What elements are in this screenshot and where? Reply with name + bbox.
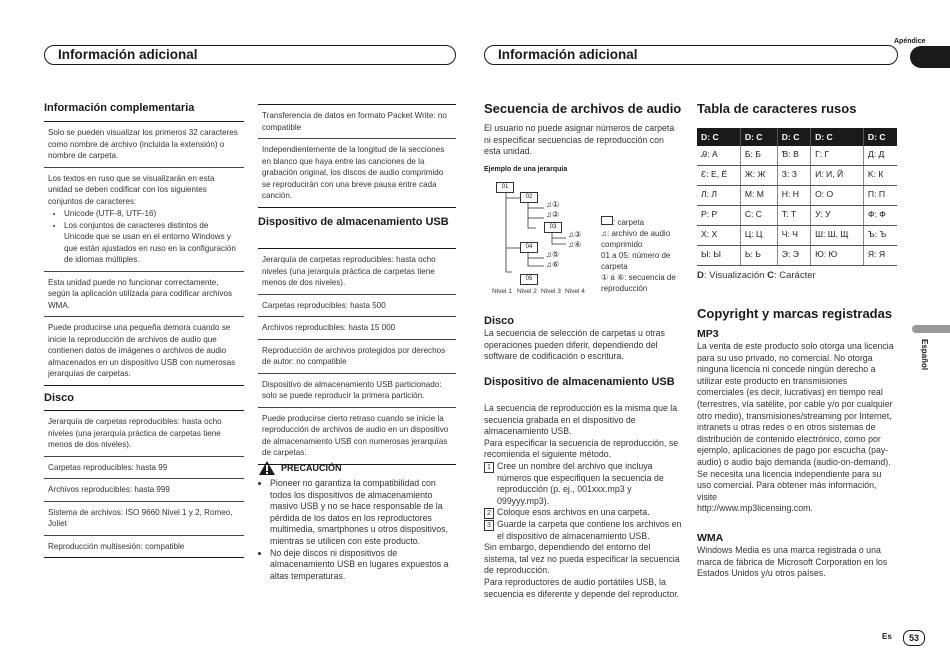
legend-file: : archivo de audio comprimido <box>601 229 671 249</box>
charset-item: • Unicode (UTF-8, UTF-16) <box>64 208 240 220</box>
seq-usb-text: Para especificar la secuencia de reproducción, se recomienda el siguiente método. <box>484 437 679 460</box>
russian-char-cell: Я: Я <box>863 246 897 266</box>
russian-char-cell: Ш: Ш, Щ <box>811 226 864 246</box>
russian-char-cell: Ꭿ: А <box>697 146 740 166</box>
charset-item: • Los conjuntos de caracteres distintos de Unicode que se usan en el entorno Windows y que están ajustados en ruso en la configuración de idiomas múltiples. <box>64 220 240 266</box>
russian-char-cell: P: Р <box>697 206 740 226</box>
usb-row: Reproducción de archivos protegidos por derechos de autor: no compatible <box>258 339 456 373</box>
legend-c-text: : Carácter <box>773 270 816 281</box>
russian-char-cell: M: М <box>740 186 777 206</box>
usb-row: Dispositivo de almacenamiento USB particionado: solo se puede reproducir la primera partición. <box>258 373 456 407</box>
usb-row: Archivos reproducibles: hasta 15 000 <box>258 317 456 340</box>
wma-title: WMA <box>697 532 724 544</box>
level-label: Nivel 1 <box>492 288 512 295</box>
russian-row <box>697 226 897 246</box>
wma-text: Windows Media es una marca registrada o una marca de fábrica de Microsoft Corporation en los Estados Unidos y/u otros países. <box>697 545 888 579</box>
russian-char-cell: Л: Л <box>697 186 740 206</box>
caution-box <box>258 460 456 582</box>
legend-folder: : carpeta <box>613 218 645 227</box>
folder-icon <box>601 216 613 225</box>
usb-title: Dispositivo de almacenamiento USB <box>258 216 449 228</box>
legend-c: C <box>767 270 774 281</box>
russian-char-cell: Ɛ: Е, Ё <box>697 166 740 186</box>
disco-cont-table <box>258 104 456 208</box>
russian-legend <box>697 270 816 281</box>
disco-row: Transferencia de datos en formato Packet Write: no compatible <box>258 105 456 139</box>
info-row-3: Esta unidad puede no funcionar correctamente, según la aplicación utilizada para codificar archivos WMA. <box>44 271 244 317</box>
russian-char-cell: Г: Г <box>811 146 864 166</box>
russian-char-cell: Ɓ: В <box>777 146 810 166</box>
seq-disco-title: Disco <box>484 315 514 327</box>
seq-usb-body <box>484 403 682 600</box>
russian-table <box>697 128 897 266</box>
mp3-url: http://www.mp3licensing.com. <box>697 503 813 514</box>
russian-col-header: D: C <box>777 128 810 146</box>
russian-row <box>697 206 897 226</box>
page-lang: Es <box>882 632 892 641</box>
russian-char-cell: И: И, Й <box>811 166 864 186</box>
sequence-title: Secuencia de archivos de audio <box>484 101 682 116</box>
seq-usb-title: Dispositivo de almacenamiento USB <box>484 376 675 388</box>
russian-char-cell: H: Н <box>777 186 810 206</box>
russian-char-cell: Д: Д <box>863 146 897 166</box>
russian-char-cell: K: К <box>863 166 897 186</box>
russian-char-cell: С: С <box>740 206 777 226</box>
right-header: Información adicional <box>484 45 898 65</box>
folder-icon: 04 <box>520 242 538 253</box>
disco-title: Disco <box>44 392 74 404</box>
info-title: Información complementaria <box>44 102 195 114</box>
audio-file-icon: ♫⑤ <box>546 250 560 259</box>
disco-row: Archivos reproducibles: hasta 999 <box>44 479 244 502</box>
track-number: ④ <box>574 240 582 249</box>
legend-seq: ① a ⑥: secuencia de reproducción <box>601 273 676 293</box>
hierarchy-example-label: Ejemplo de una jerarquía <box>484 166 568 173</box>
info-row-2-text: Los textos en ruso que se visualizarán en esta unidad se deben codificar con los siguientes conjuntos de caracteres: <box>48 173 215 206</box>
hierarchy-lines <box>490 178 600 288</box>
step-text: Guarde la carpeta que contiene los archivos en el dispositivo de almacenamiento USB. <box>497 518 682 541</box>
russian-char-cell: Ь: Ь <box>740 246 777 266</box>
usb-row: Carpetas reproducibles: hasta 500 <box>258 294 456 317</box>
russian-char-cell: Б: Б <box>740 146 777 166</box>
audio-file-icon: ♫④ <box>568 240 582 249</box>
caution-item: • No deje discos ni dispositivos de almacenamiento USB en lugares expuestos a altas temperaturas. <box>270 548 456 583</box>
russian-char-cell: T: Т <box>777 206 810 226</box>
audio-file-icon: ♫② <box>546 210 560 219</box>
usb-table <box>258 248 456 465</box>
left-header: Información adicional <box>44 45 456 65</box>
mp3-text <box>697 341 896 515</box>
folder-icon: 05 <box>520 274 538 285</box>
russian-char-cell: Ч: Ч <box>777 226 810 246</box>
track-number: ⑤ <box>552 250 560 259</box>
audio-file-icon: ♫③ <box>568 230 582 239</box>
step-item <box>484 519 682 542</box>
seq-usb-text: Para reproductores de audio portátiles USB, la secuencia es diferente y depende del reproductor. <box>484 576 680 599</box>
mp3-body: La venta de este producto solo otorga una licencia para su uso privado, no comercial. No otorga ninguna licencia ni concede ningún derecho a utilizar este producto en transmisiones comerciales (es decir, lucrativas) en tiempo real (terrestres, vía satélite, por cable y/o por cualquier otro medio), transmisiones/streaming por Internet, intranets u otras redes o en otros sistemas de distribución de contenido electrónico, como por ejemplo, aplicaciones de pago por escucha (pay-audio) o audio bajo demanda (audio-on-demand). Se necesita una licencia independiente para su uso comercial. Para obtener más información, visite <box>697 341 894 502</box>
info-table <box>44 121 244 386</box>
level-label: Nivel 4 <box>565 288 585 295</box>
level-label: Nivel 3 <box>541 288 561 295</box>
russian-char-cell: Ю: Ю <box>811 246 864 266</box>
russian-char-cell: Ф: Ф <box>863 206 897 226</box>
russian-row <box>697 166 897 186</box>
step-text: Coloque esos archivos en una carpeta. <box>497 507 650 518</box>
step-item <box>484 461 682 507</box>
russian-char-cell: Ъ: Ъ <box>863 226 897 246</box>
audio-file-icon: ♫① <box>546 200 560 209</box>
audio-file-icon: ♫⑥ <box>546 260 560 269</box>
step-number: 3 <box>484 520 494 531</box>
page-number: 53 <box>903 630 925 646</box>
sequence-intro: El usuario no puede asignar números de carpeta ni especificar secuencias de reproducción con esta unidad. <box>484 123 675 157</box>
disco-table <box>44 410 244 558</box>
legend-range: 01 a 05: número de carpeta <box>601 251 671 271</box>
russian-row <box>697 186 897 206</box>
track-number: ⑥ <box>552 260 560 269</box>
russian-row <box>697 246 897 266</box>
appendix-label: Apéndice <box>894 38 926 45</box>
seq-usb-text: La secuencia de reproducción es la misma que la secuencia grabada en el dispositivo de almacenamiento USB. <box>484 403 678 437</box>
step-number: 2 <box>484 508 494 519</box>
russian-char-cell: П: П <box>863 186 897 206</box>
mp3-title: MP3 <box>697 328 719 340</box>
seq-usb-text: Sin embargo, dependiendo del entorno del sistema, tal vez no pueda especificar la secuencia de reproducción. <box>484 542 680 576</box>
disco-row: Jerarquía de carpetas reproducibles: hasta ocho niveles (una jerarquía práctica de carpetas tiene menos de dos niveles). <box>44 411 244 457</box>
usb-row: Jerarquía de carpetas reproducibles: hasta ocho niveles (una jerarquía práctica de carpetas tiene menos de dos niveles). <box>258 249 456 295</box>
usb-row: Puede producirse cierto retraso cuando se inicie la reproducción de archivos de audio en un dispositivo de almacenamiento USB con numerosas jerarquías de carpetas. <box>258 407 456 464</box>
step-number: 1 <box>484 462 494 473</box>
info-row-1: Solo se pueden visualizar los primeros 32 caracteres como nombre de archivo (incluida la extensión) o nombre de carpeta. <box>44 122 244 168</box>
copyright-title: Copyright y marcas registradas <box>697 306 893 321</box>
folder-icon: 01 <box>496 182 514 193</box>
info-row-2 <box>44 167 244 271</box>
language-tab-bar <box>912 325 950 333</box>
folder-icon: 02 <box>520 192 538 203</box>
audio-file-icon: ♫ <box>601 229 607 238</box>
disco-row: Independientemente de la longitud de la secciones en blanco que haya entre las canciones de la grabación original, los discos de audio comprimido se reproducirán con una breve pausa entre cada canción. <box>258 139 456 208</box>
russian-title: Tabla de caracteres rusos <box>697 101 857 116</box>
warning-icon <box>258 460 276 476</box>
disco-row: Sistema de archivos: ISO 9660 Nivel 1 y 2, Romeo, Joliet <box>44 501 244 535</box>
russian-char-cell: У: У <box>811 206 864 226</box>
level-label: Nivel 2 <box>517 288 537 295</box>
russian-row <box>697 146 897 166</box>
russian-col-header: D: C <box>740 128 777 146</box>
section-tab <box>910 46 950 68</box>
russian-char-cell: О: О <box>811 186 864 206</box>
russian-char-cell: X: Х <box>697 226 740 246</box>
caution-item: • Pioneer no garantiza la compatibilidad con todos los dispositivos de almacenamiento masivo USB y no se hace responsable de la pérdida de los datos en los reproductores multimedia, smartphones u otros dispositivos, mientras se utilicen con este producto. <box>270 478 456 548</box>
russian-col-header: D: C <box>863 128 897 146</box>
disco-row: Reproducción multisesión: compatible <box>44 535 244 558</box>
russian-char-cell: Ы: Ы <box>697 246 740 266</box>
caution-title: PRECAUCIÓN <box>281 463 342 473</box>
track-number: ① <box>552 200 560 209</box>
step-item <box>484 507 682 519</box>
disco-row: Carpetas reproducibles: hasta 99 <box>44 456 244 479</box>
track-number: ② <box>552 210 560 219</box>
russian-char-cell: Ж: Ж <box>740 166 777 186</box>
folder-icon: 03 <box>544 222 562 233</box>
russian-char-cell: З: З <box>777 166 810 186</box>
russian-col-header: D: C <box>697 128 740 146</box>
step-text: Cree un nombre del archivo que incluya números que especifiquen la secuencia de reproducción (p. ej., 001xxx.mp3 y 099yyy.mp3). <box>497 460 664 506</box>
hierarchy-legend <box>601 216 683 294</box>
info-row-4: Puede producirse una pequeña demora cuando se inicie la reproducción de archivos de audio que contienen datos de imágenes o archivos de audio almacenados en un dispositivo USB con numerosas jerarquías de carpetas. <box>44 317 244 386</box>
legend-d: D <box>697 270 704 281</box>
seq-disco-text: La secuencia de selección de carpetas u otras operaciones pueden diferir, dependiendo del software de codificación o escritura. <box>484 328 665 362</box>
russian-col-header: D: C <box>811 128 864 146</box>
track-number: ③ <box>574 230 582 239</box>
russian-char-cell: Ц: Ц <box>740 226 777 246</box>
language-tab-label: Español <box>920 339 929 371</box>
legend-d-text: : Visualización <box>703 270 768 281</box>
russian-char-cell: Э: Э <box>777 246 810 266</box>
language-side-tab <box>912 325 950 385</box>
